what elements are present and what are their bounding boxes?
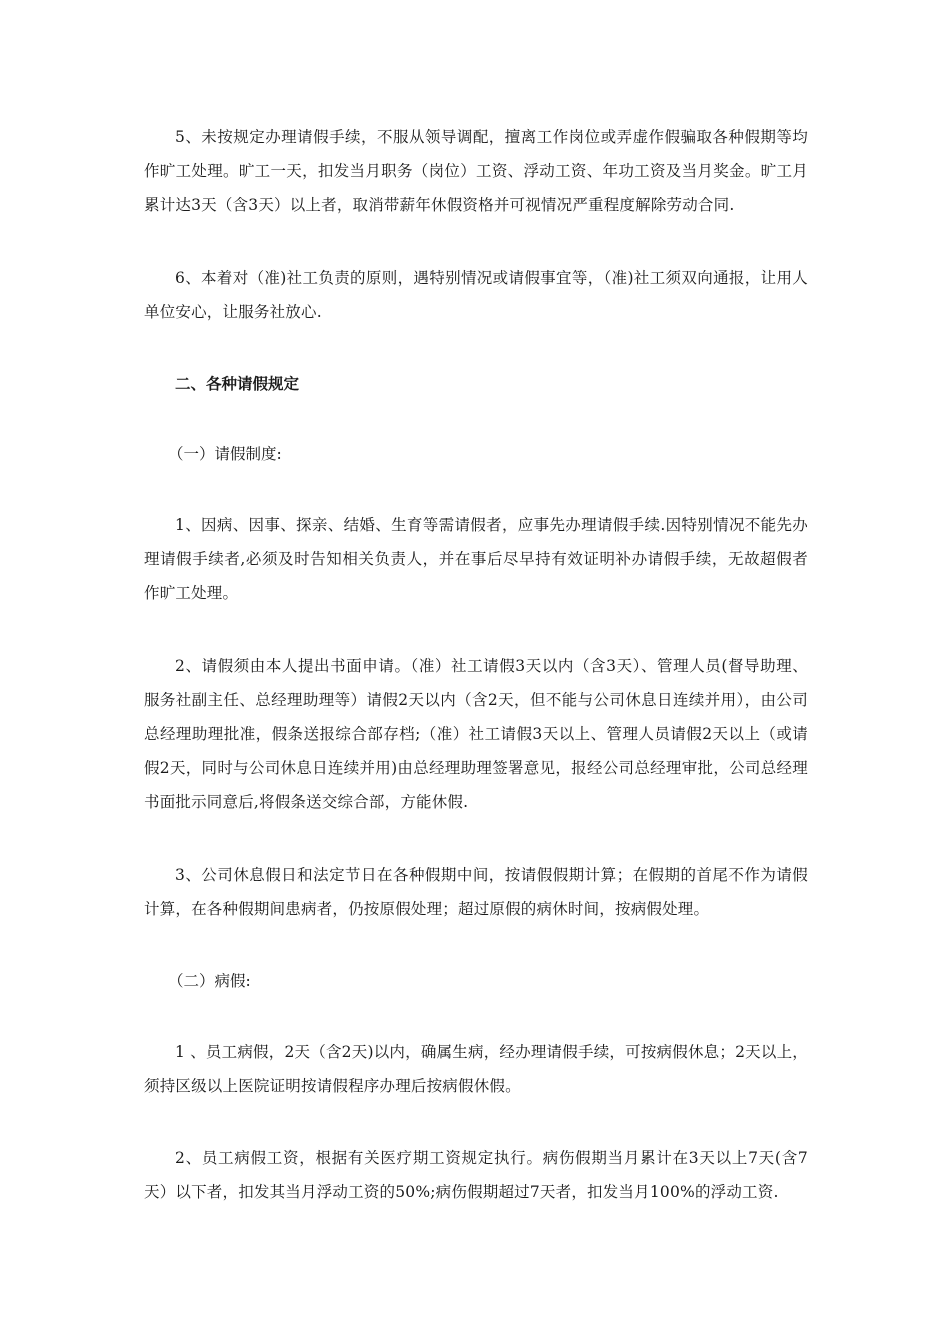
subsection-leave-system: （一）请假制度: — [168, 445, 282, 463]
leave-paragraph-2: 2、请假须由本人提出书面申请。（准）社工请假3天以内（含3天）、管理人员(督导助理、服务社副主任、总经理助理等）请假2天以内（含2天，但不能与公司休息日连续并用），由公司总经理助理批准，假条送报综合部存档;（准）社工请假3天以上、管理人员请假2天以上（或请假2天，同时与公司休息日连续并用)由总经理助理签署意见，报经公司总经理审批，公司总经理书面批示同意后,将假条送交综合部，方能休假. — [144, 657, 808, 811]
leave-paragraph-1: 1、因病、因事、探亲、结婚、生育等需请假者，应事先办理请假手续.因特别情况不能先办理请假手续者,必须及时告知相关负责人，并在事后尽早持有效证明补办请假手续，无故超假者作旷工处理。 — [144, 516, 808, 602]
subsection-sick-leave: （二）病假: — [168, 972, 251, 990]
section-heading: 二、各种请假规定 — [175, 375, 300, 393]
leave-paragraph-3: 3、公司休息假日和法定节日在各种假期中间，按请假假期计算；在假期的首尾不作为请假计算，在各种假期间患病者，仍按原假处理；超过原假的病休时间，按病假处理。 — [144, 866, 808, 918]
sick-paragraph-1: 1 、员工病假，2天（含2天)以内，确属生病，经办理请假手续，可按病假休息；2天以上，须持区级以上医院证明按请假程序办理后按病假休假。 — [144, 1043, 808, 1095]
sick-paragraph-2: 2、员工病假工资，根据有关医疗期工资规定执行。病伤假期当月累计在3天以上7天(含7天）以下者，扣发其当月浮动工资的50%;病伤假期超过7天者，扣发当月100%的浮动工资. — [144, 1149, 808, 1201]
paragraph-6: 6、本着对（准)社工负责的原则，遇特别情况或请假事宜等，（准)社工须双向通报，让用人单位安心，让服务社放心. — [144, 269, 808, 321]
paragraph-5: 5、未按规定办理请假手续，不服从领导调配，擅离工作岗位或弄虚作假骗取各种假期等均作旷工处理。旷工一天，扣发当月职务（岗位）工资、浮动工资、年功工资及当月奖金。旷工月累计达3天（含3天）以上者，取消带薪年休假资格并可视情况严重程度解除劳动合同. — [144, 128, 808, 214]
